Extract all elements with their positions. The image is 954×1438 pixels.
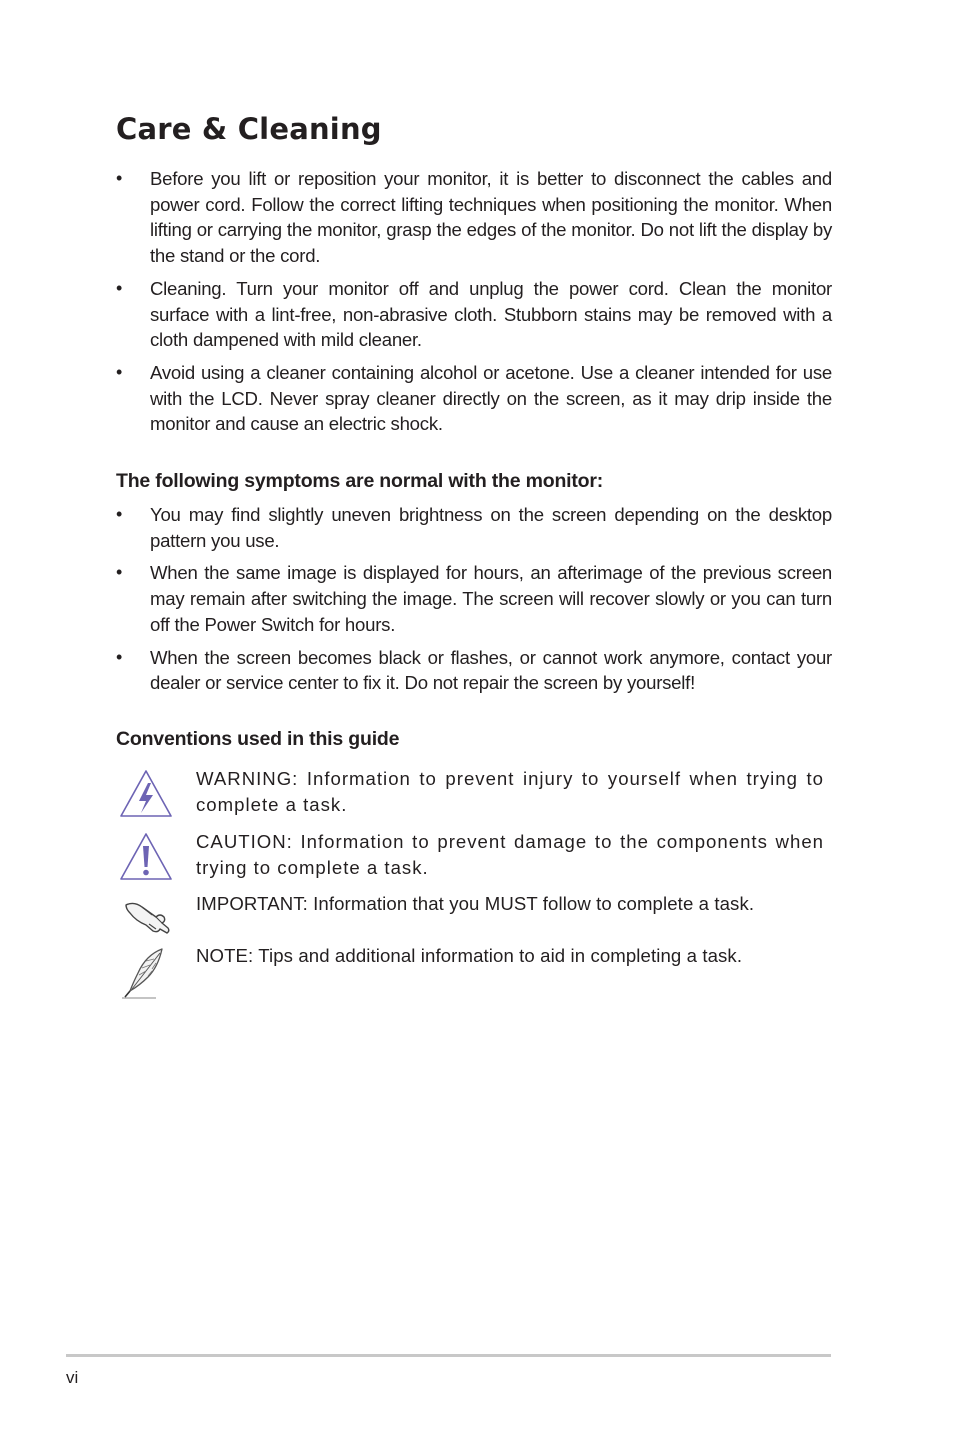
convention-important xyxy=(116,891,824,941)
convention-caution xyxy=(116,829,824,889)
list-item xyxy=(116,645,832,696)
footer-divider xyxy=(66,1354,831,1357)
note-quill-icon xyxy=(116,943,176,1003)
bullet-marker: • xyxy=(116,168,123,188)
bullet-text: When the same image is displayed for hours, an afterimage of the previous screen may remain after switching the image. The screen will recover slowly or you can turn off the Power Switch for hours. xyxy=(150,562,832,635)
warning-text: WARNING: Information to prevent injury to yourself when trying to complete a task. xyxy=(196,768,824,815)
list-item xyxy=(116,276,832,353)
bullet-marker: • xyxy=(116,504,123,524)
important-hand-icon xyxy=(116,891,176,951)
caution-exclamation-icon xyxy=(116,829,176,889)
note-text: NOTE: Tips and additional information to aid in completing a task. xyxy=(196,945,743,966)
symptoms-bullet-list xyxy=(116,502,832,703)
page-number: vi xyxy=(66,1368,79,1387)
list-item xyxy=(116,360,832,437)
bullet-marker: • xyxy=(116,562,123,583)
warning-lightning-icon xyxy=(116,766,176,826)
list-item xyxy=(116,560,832,637)
care-bullet-list xyxy=(116,166,832,444)
bullet-marker: • xyxy=(116,361,123,382)
bullet-text: Before you lift or reposition your monitor, it is better to disconnect the cables and power cord. Follow the correct lifting techniques when positioning the monitor. When lifting or carrying the monitor, grasp the edges of the monitor. Do not lift the display by the stand or the cord. xyxy=(150,168,832,267)
convention-warning xyxy=(116,766,824,826)
bullet-marker: • xyxy=(116,646,123,667)
page-title: Care & Cleaning xyxy=(116,112,382,146)
bullet-text: You may find slightly uneven brightness on the screen depending on the desktop pattern you use. xyxy=(150,504,832,551)
bullet-text: Cleaning. Turn your monitor off and unplug the power cord. Clean the monitor surface with a lint-free, non-abrasive cloth. Stubborn stains may be removed with a cloth dampened with mild cleaner. xyxy=(150,277,832,351)
bullet-text: When the screen becomes black or flashes, or cannot work anymore, contact your dealer or service center to fix it. Do not repair the screen by yourself! xyxy=(150,646,832,694)
conventions-heading: Conventions used in this guide xyxy=(116,728,400,750)
bullet-marker: • xyxy=(116,277,123,298)
bullet-text: Avoid using a cleaner containing alcohol or acetone. Use a cleaner intended for use with the LCD. Never spray cleaner directly on the screen, as it may drip inside the monitor and cause an electric shock. xyxy=(150,361,832,435)
list-item xyxy=(116,166,832,269)
list-item xyxy=(116,502,832,553)
important-text: IMPORTANT: Information that you MUST follow to complete a task. xyxy=(196,893,755,914)
caution-text: CAUTION: Information to prevent damage to the components when trying to complete a task. xyxy=(196,831,824,878)
convention-note xyxy=(116,943,824,1003)
symptoms-heading: The following symptoms are normal with the monitor: xyxy=(116,470,604,492)
